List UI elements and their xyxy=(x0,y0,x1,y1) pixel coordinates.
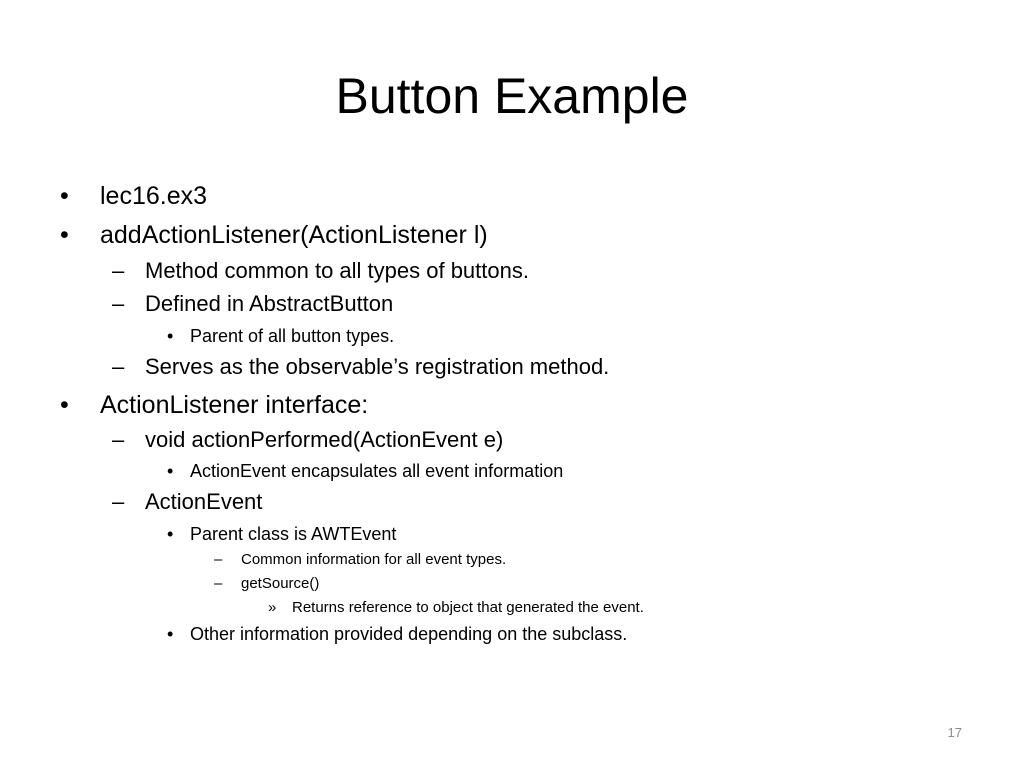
bullet-text: Method common to all types of buttons. xyxy=(145,258,529,283)
bullet-marker: • xyxy=(60,182,69,210)
bullet-text: lec16.ex3 xyxy=(100,182,208,210)
bullet-text: void actionPerformed(ActionEvent e) xyxy=(145,427,504,452)
bullet-text: addActionListener(ActionListener l) xyxy=(100,221,488,249)
bullet-marker: • xyxy=(167,326,174,346)
bullet-marker: – xyxy=(112,258,125,283)
bullet-marker: – xyxy=(112,291,125,316)
bullet-marker: – xyxy=(214,551,223,568)
bullet-marker: » xyxy=(268,599,277,616)
bullet-text: getSource() xyxy=(241,575,320,592)
bullet-marker: – xyxy=(112,354,125,379)
bullet-text: Returns reference to object that generated the event. xyxy=(292,599,644,616)
bullet-marker: • xyxy=(167,461,174,481)
bullet-text: Parent class is AWTEvent xyxy=(190,524,397,544)
bullet-text: Serves as the observable’s registration method. xyxy=(145,354,610,379)
bullet-marker: • xyxy=(167,524,174,544)
bullet-text: Parent of all button types. xyxy=(190,326,395,346)
bullet-text: Other information provided depending on the subclass. xyxy=(190,624,628,644)
bullet-text: ActionEvent xyxy=(145,489,263,514)
bullet-marker: • xyxy=(60,221,69,249)
bullet-marker: • xyxy=(60,391,69,419)
bullet-marker: – xyxy=(112,489,125,514)
bullet-marker: • xyxy=(167,624,174,644)
bullet-text: Common information for all event types. xyxy=(241,551,507,568)
bullet-marker: – xyxy=(214,575,223,592)
bullet-marker: – xyxy=(112,427,125,452)
bullet-text: ActionEvent encapsulates all event information xyxy=(190,461,564,481)
slide-title: Button Example xyxy=(335,68,689,124)
bullet-text: ActionListener interface: xyxy=(100,391,369,419)
bullet-text: Defined in AbstractButton xyxy=(145,291,394,316)
page-number: 17 xyxy=(947,725,962,740)
